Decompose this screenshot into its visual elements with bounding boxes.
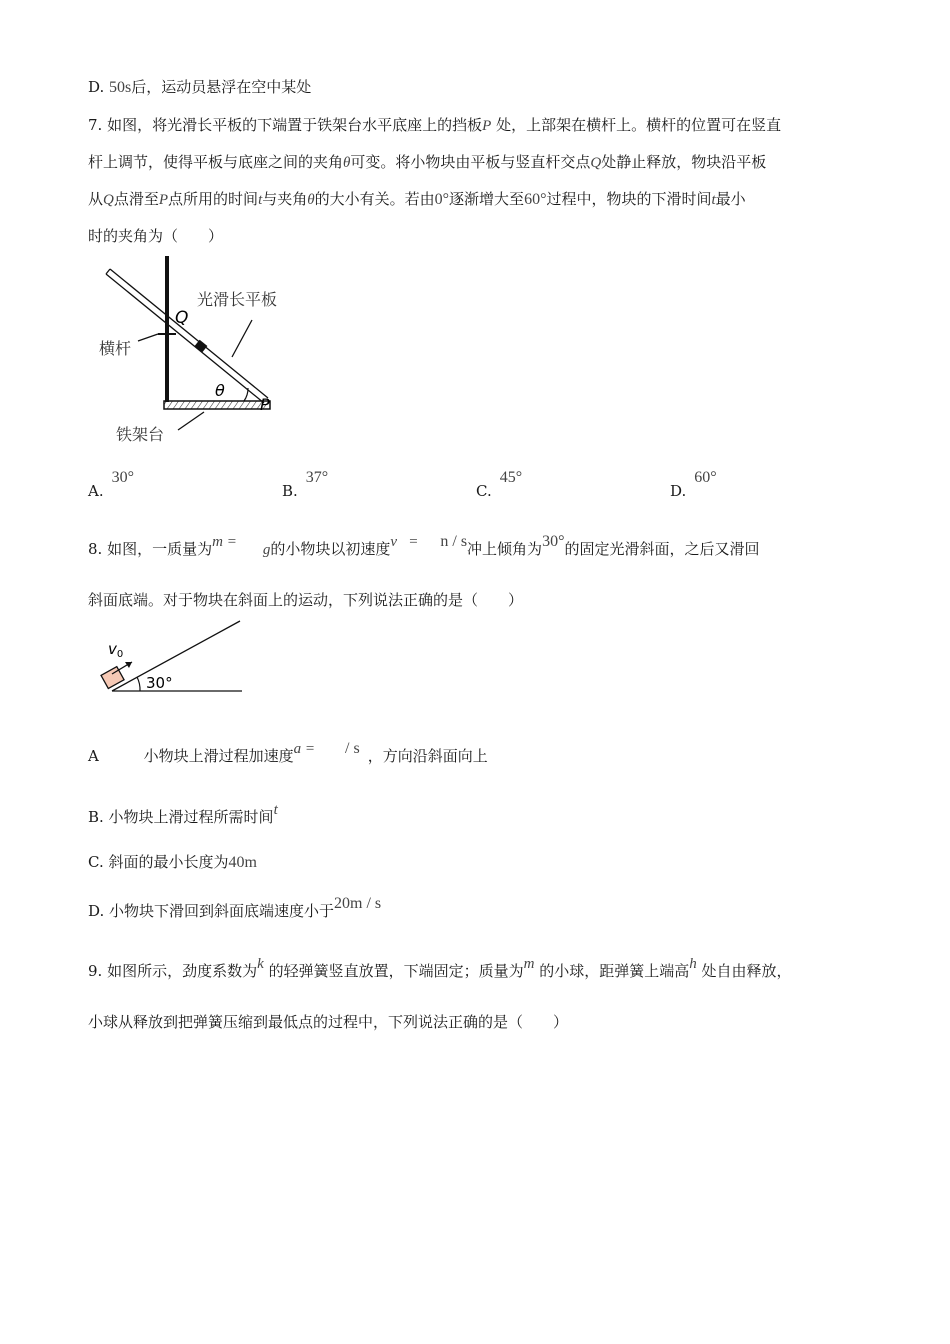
q8-option-b[interactable] [88,802,278,827]
question-number: 9. [88,962,103,980]
option-label: C. [476,482,492,500]
text: 过程中，物块的下滑时间 [546,190,712,208]
math-a-eq: a = [293,741,316,757]
text: 最小 [715,190,746,208]
q8-line-2 [88,589,523,610]
text: 逐渐增大至 [449,190,525,208]
math-ms: n / s [440,533,468,550]
option-text: C. 斜面的最小长度为 [88,853,229,871]
text: 的小物块以初速度 [270,540,391,558]
text: 如图，将光滑长平板的下端置于铁架台水平底座上的挡板 [107,116,483,134]
text: 可变。将小物块由平板与竖直杆交点 [350,153,591,171]
question-number: 7. [88,116,103,134]
stand-base [164,401,270,409]
text: 点滑至 [113,190,159,208]
q8-option-c[interactable] [88,851,257,872]
text: 与夹角 [262,190,308,208]
text: 时的夹角为（ ） [88,227,224,245]
option-value: 37° [305,469,329,486]
text: 点所用的时间 [168,190,259,208]
q7-option-a[interactable] [88,468,135,500]
text: 的固定光滑斜面，之后又滑回 [564,540,760,558]
q7-figure [92,250,322,450]
rod-leader [138,334,158,341]
math-20ms: 20m / s [334,895,382,912]
math-P: P [482,118,492,134]
label-stand: 铁架台 [116,425,165,444]
text: 处自由释放， [701,962,792,980]
label-angle: 30° [146,674,173,692]
option-text: B. 小物块上滑过程所需时间 [88,808,274,826]
text: 的小球，距弹簧上端高 [539,962,690,980]
small-block [195,340,208,353]
q7-line-1 [88,114,781,135]
option-text: 后，运动员悬浮在空中某处 [131,78,312,96]
math-t: t [273,802,278,818]
math-g: g [262,542,271,558]
text: 如图所示，劲度系数为 [107,962,258,980]
angle-arc [244,388,248,401]
option-value: 60° [694,469,717,486]
text: 从 [88,190,104,208]
label-crossbar: 横杆 [99,339,132,358]
option-text: 小物块上滑过程加速度 [143,747,294,765]
stand-leader [178,412,204,430]
incline-line [112,621,240,691]
option-label: D. [88,78,105,96]
label-theta: θ [215,381,225,400]
label-v0: $v_0$ [108,640,124,660]
option-label: A. [88,482,104,500]
option-text: ，方向沿斜面向上 [367,747,488,765]
angle-arc [137,677,140,691]
option-label: D. [670,482,687,500]
math-theta: θ [343,155,351,171]
math-30deg: 30° [542,533,565,550]
text: 的大小有关。若由 [314,190,435,208]
q7-line-2 [88,151,766,172]
q9-line-1 [88,956,792,981]
math-theta: θ [307,192,315,208]
text: 小球从释放到把弹簧压缩到最低点的过程中，下列说法正确的是（ ） [88,1013,569,1031]
option-value: 45° [499,469,523,486]
q8-option-d[interactable] [88,895,382,921]
q7-option-b[interactable] [282,468,329,500]
q9-line-2 [88,1011,568,1032]
text: 处静止释放，物块沿平板 [601,153,767,171]
math-P: P [158,192,169,208]
q6-option-d [88,76,311,97]
text: 如图，一质量为 [107,540,213,558]
text: 处，上部架在横杆上。横杆的位置可在竖直 [496,116,782,134]
option-value: 30° [111,469,135,486]
math-0deg: 0° [434,191,450,208]
label-Q: Q [175,308,189,328]
math-h: h [689,956,697,972]
math-unit: / s [345,740,360,757]
text: 的轻弹簧竖直放置，下端固定；质量为 [268,962,524,980]
q7-option-c[interactable] [476,468,523,500]
text: 斜面底端。对于物块在斜面上的运动，下列说法正确的是（ ） [88,591,524,609]
math-Q: Q [103,192,114,208]
math-v-eq: v = [390,534,419,550]
q8-option-a[interactable] [88,740,488,766]
math-t: t [711,192,716,208]
label-board: 光滑长平板 [197,290,278,309]
q7-line-4 [88,225,223,246]
q7-option-d[interactable] [670,468,717,500]
text: 冲上倾角为 [467,540,543,558]
math-40m: 40m [228,854,257,871]
question-number: 8. [88,540,103,558]
math-50s: 50s [109,79,132,96]
math-k: k [257,956,264,972]
math-Q: Q [590,155,602,171]
q8-figure [100,614,250,696]
q7-line-3 [88,188,746,209]
option-text: D. 小物块下滑回到斜面底端速度小于 [88,902,335,920]
q8-line-1 [88,533,760,559]
math-60deg: 60° [524,191,547,208]
label-P: P [260,395,270,414]
block [101,667,124,689]
text: 杆上调节，使得平板与底座之间的夹角 [88,153,344,171]
option-label: A [88,747,99,765]
math-m: m [523,956,535,972]
math-m-eq: m = [212,534,237,550]
board-leader [232,320,252,357]
math-t: t [258,192,263,208]
option-label: B. [282,482,298,500]
